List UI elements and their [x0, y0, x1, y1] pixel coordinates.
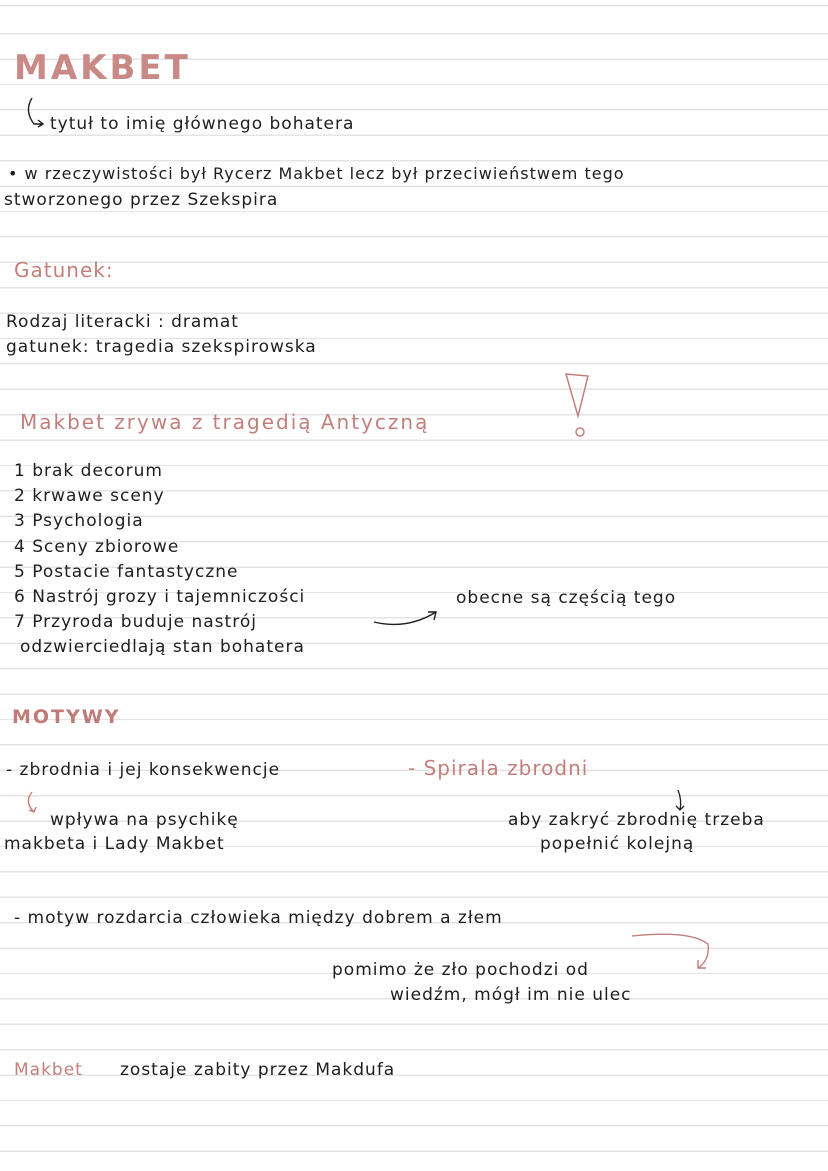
curved-arrow-icon	[24, 790, 48, 820]
page-title: MAKBET	[14, 48, 191, 88]
list-item: 2 krwawe sceny	[14, 486, 165, 506]
fact-line-2: stworzonego przez Szekspira	[4, 190, 279, 210]
genre-genre: gatunek: tragedia szekspirowska	[6, 337, 317, 357]
struggle-note-line-2: wiedźm, mógł im nie ulec	[390, 985, 632, 1005]
ending-name: Makbet	[14, 1060, 83, 1080]
list-item: 7 Przyroda buduje nastrój	[14, 612, 257, 632]
list-item: odzwierciedlają stan bohatera	[20, 637, 305, 657]
differences-heading: Makbet zrywa z tragedią Antyczną	[20, 410, 430, 434]
motif-spiral: - Spirala zbrodni	[408, 756, 589, 780]
curved-arrow-icon	[630, 930, 720, 980]
arrow-icon	[372, 606, 442, 630]
title-note: tytuł to imię głównego bohatera	[50, 114, 355, 134]
list-item: 3 Psychologia	[14, 511, 144, 531]
list-item: 5 Postacie fantastyczne	[14, 562, 239, 582]
motif-effect-line-1: wpływa na psychikę	[50, 810, 239, 830]
motif-crime: - zbrodnia i jej konsekwencje	[6, 760, 281, 780]
spiral-note-line-2: popełnić kolejną	[540, 834, 695, 854]
genre-heading: Gatunek:	[14, 258, 114, 282]
list-item: 1 brak decorum	[14, 461, 163, 481]
exclamation-icon	[562, 372, 592, 442]
motif-struggle: - motyw rozdarcia człowieka między dobrem a złem	[14, 908, 503, 928]
motifs-heading: MOTYWY	[12, 706, 121, 728]
genre-kind: Rodzaj literacki : dramat	[6, 312, 239, 332]
list-item: 4 Sceny zbiorowe	[14, 537, 180, 557]
fact-line-1: • w rzeczywistości był Rycerz Makbet lecz był przeciwieństwem tego	[8, 164, 625, 183]
side-note: obecne są częścią tego	[456, 588, 677, 608]
struggle-note-line-1: pomimo że zło pochodzi od	[332, 960, 589, 980]
ending-text: zostaje zabity przez Makdufa	[120, 1060, 396, 1080]
motif-effect-line-2: makbeta i Lady Makbet	[4, 834, 225, 854]
list-item: 6 Nastrój grozy i tajemniczości	[14, 587, 306, 607]
spiral-note-line-1: aby zakryć zbrodnię trzeba	[508, 810, 765, 830]
